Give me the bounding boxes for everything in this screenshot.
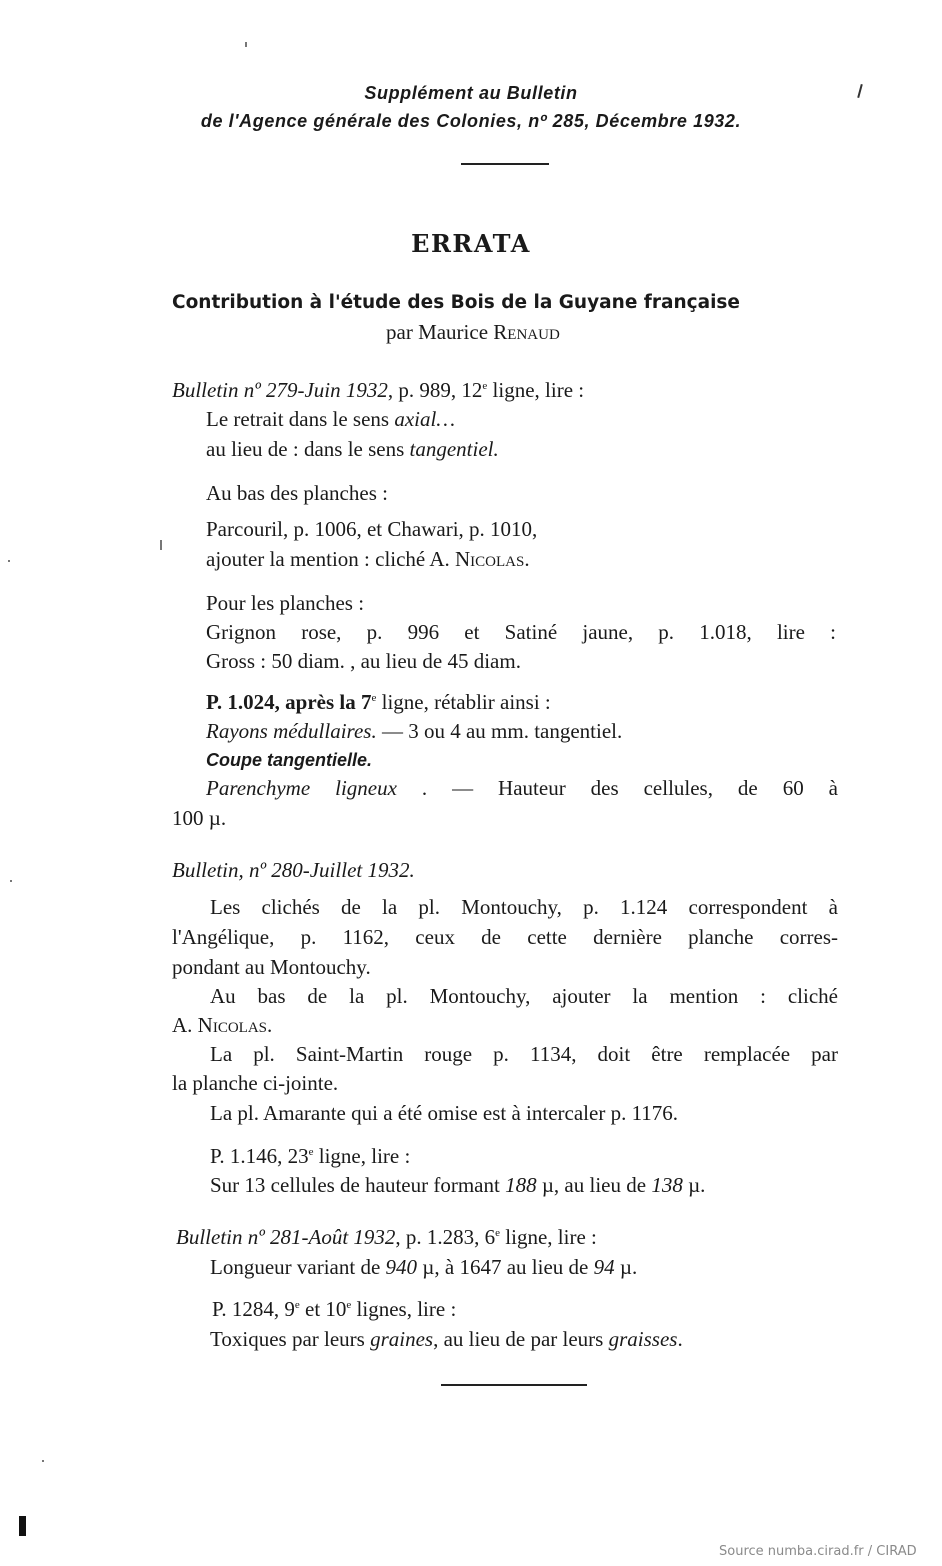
ref-page: , p. 989, 12 [387, 378, 483, 402]
ref-italic: Bulletin nº 281-Août 1932 [176, 1225, 396, 1249]
text: Sur 13 cellules de hauteur formant [210, 1173, 506, 1197]
s279-line-1 [206, 407, 455, 432]
ref-page: , p. 1.283, 6 [395, 1225, 496, 1249]
text: au lieu de : dans le sens [206, 437, 410, 461]
text-italic: 940 [385, 1255, 418, 1279]
text: Longueur variant de [210, 1255, 386, 1279]
sup: e [371, 692, 377, 704]
s279-line-2 [206, 437, 499, 462]
s281-line-2 [212, 1297, 456, 1322]
text: — 3 ou 4 au mm. tangentiel. [376, 719, 623, 743]
text-italic: 138 [651, 1173, 683, 1197]
text: P. 1284, 9 [212, 1297, 295, 1321]
author [386, 320, 560, 345]
text-smallcaps: Nicolas. [197, 1013, 273, 1037]
s280-p6 [210, 1173, 705, 1198]
text: ligne, rétablir ainsi : [376, 690, 551, 714]
scan-speck [245, 42, 247, 47]
divider-top [461, 163, 549, 165]
s280-p3-line-1: La pl. Saint-Martin rouge p. 1134, doit être remplacée par [210, 1042, 838, 1066]
text-italic: tangentiel. [409, 437, 499, 461]
sup: e [308, 1146, 314, 1158]
s279-line-13: 100 µ. [172, 806, 227, 830]
s279-line-11: Coupe tangentielle. [206, 750, 373, 770]
s280-p1-line-2: l'Angélique, p. 1162, ceux de cette dernière planche corres- [172, 925, 838, 949]
subtitle: Contribution à l'étude des Bois de la Guyane française [172, 292, 740, 313]
s279-line-3: Au bas des planches : [206, 481, 388, 505]
text-italic: Parenchyme ligneux [206, 776, 397, 800]
s280-p1-line-3: pondant au Montouchy. [172, 955, 371, 979]
text-italic: Rayons médullaires. [206, 719, 377, 743]
s280-p2-line-2 [172, 1013, 272, 1038]
divider-bottom [441, 1384, 587, 1386]
text: P. 1.024, après la 7 [206, 690, 372, 714]
ref-italic: Bulletin nº 279-Juin 1932 [172, 378, 388, 402]
ref-sup: e [495, 1227, 501, 1239]
text: µ, au lieu de [536, 1173, 652, 1197]
text: Toxiques par leurs [210, 1327, 371, 1351]
text: P. 1.146, 23 [210, 1144, 309, 1168]
s280-p3-line-2: la planche ci-jointe. [172, 1071, 339, 1095]
author-name: Renaud [493, 320, 560, 344]
s280-p1-line-1: Les clichés de la pl. Montouchy, p. 1.124 correspondent à [210, 895, 838, 919]
sup: e [294, 1299, 300, 1311]
s279-line-4: Parcouril, p. 1006, et Chawari, p. 1010, [206, 517, 538, 541]
s279-line-9 [206, 690, 551, 715]
text-italic: graines [370, 1327, 434, 1351]
text: . — Hauteur des cellules, de 60 à [396, 776, 838, 800]
header-line-1: Supplément au Bulletin [364, 83, 578, 103]
text: µ. [682, 1173, 706, 1197]
scan-artifact [19, 1516, 26, 1536]
s279-line-6: Pour les planches : [206, 591, 365, 615]
text: Le retrait dans le sens [206, 407, 395, 431]
s280-p2-line-1: Au bas de la pl. Montouchy, ajouter la mention : cliché [210, 984, 838, 1008]
ref-sup: e [482, 380, 488, 392]
text-italic: axial… [394, 407, 456, 431]
s281-line-1 [210, 1255, 637, 1280]
sup: e [346, 1299, 352, 1311]
text: ajouter la mention : cliché A. [206, 547, 456, 571]
s280-p4: La pl. Amarante qui a été omise est à intercaler p. 1176. [210, 1101, 679, 1125]
s280-p5 [210, 1144, 410, 1169]
text-italic: 188 [505, 1173, 537, 1197]
text: , au lieu de par leurs [433, 1327, 609, 1351]
page-title: ERRATA [411, 229, 531, 258]
text: ligne, lire : [313, 1144, 411, 1168]
source-credit: Source numba.cirad.fr / CIRAD [719, 1544, 917, 1559]
text: . [677, 1327, 683, 1351]
header-line-2: de l'Agence générale des Colonies, nº 285, Décembre 1932. [200, 111, 742, 131]
text-smallcaps: Nicolas. [455, 547, 530, 571]
ref-tail: ligne, lire : [500, 1225, 597, 1249]
text: µ, à 1647 au lieu de [417, 1255, 594, 1279]
s279-line-12 [206, 776, 838, 801]
scan-speck [10, 880, 12, 882]
text: µ. [614, 1255, 638, 1279]
scan-speck [8, 560, 10, 562]
text: lignes, lire : [351, 1297, 457, 1321]
text-italic: graisses [608, 1327, 678, 1351]
text: A. [172, 1013, 198, 1037]
s279-line-10 [206, 719, 622, 744]
text-italic: 94 [593, 1255, 615, 1279]
text: et 10 [299, 1297, 347, 1321]
section-281-ref [176, 1225, 597, 1250]
s279-line-8: Gross : 50 diam. , au lieu de 45 diam. [206, 649, 521, 673]
section-279-ref [172, 378, 584, 403]
s279-line-5 [206, 547, 530, 572]
ref-tail: ligne, lire : [487, 378, 585, 402]
s281-line-3 [210, 1327, 683, 1352]
scan-speck [42, 1460, 44, 1462]
author-prefix: par Maurice [386, 320, 489, 344]
section-280-ref: Bulletin, nº 280-Juillet 1932. [172, 858, 415, 882]
s279-line-7: Grignon rose, p. 996 et Satiné jaune, p. 1.018, lire : [206, 620, 836, 644]
scan-speck [160, 540, 162, 550]
